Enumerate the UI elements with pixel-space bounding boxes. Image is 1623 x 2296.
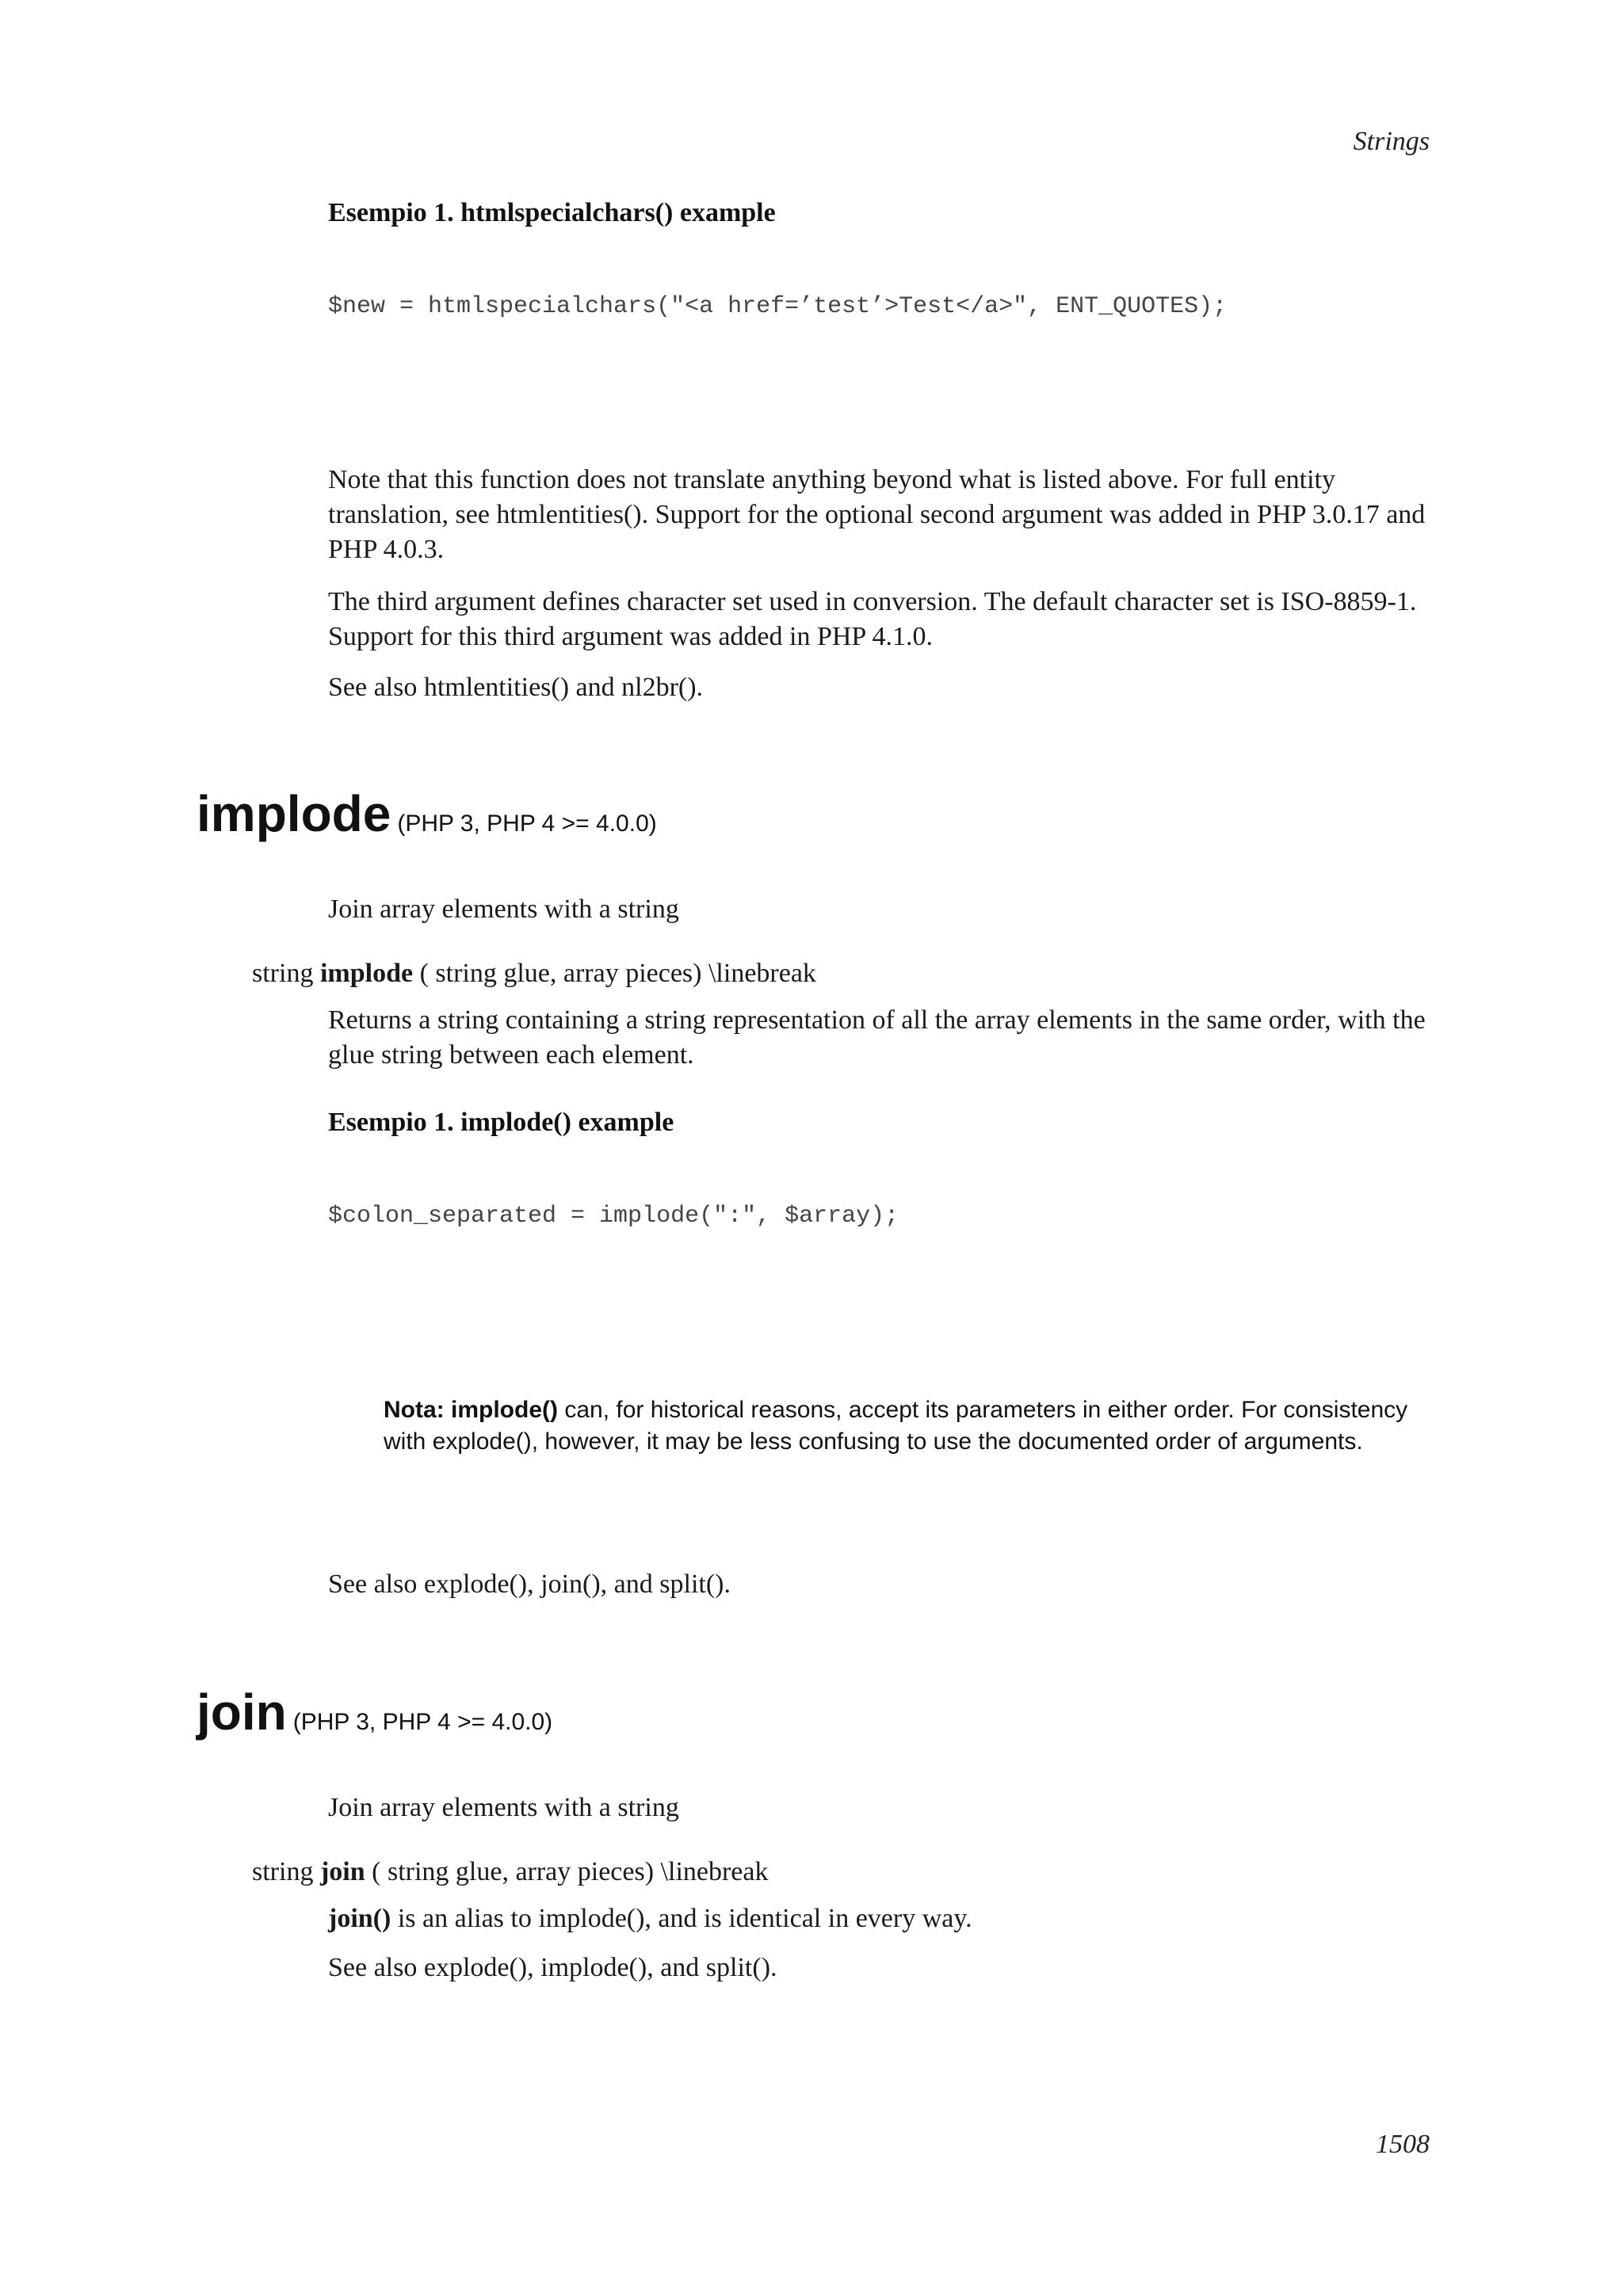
join-purpose: Join array elements with a string: [328, 1793, 679, 1822]
join-heading-name: join: [197, 1684, 287, 1741]
note-text: can, for historical reasons, accept its parameters in either order. For consistency with explode(), however, it may be less confusing to use the documented order of arguments.: [384, 1397, 1408, 1455]
htmlspecialchars-example-title: Esempio 1. htmlspecialchars() example: [328, 198, 776, 227]
join-return-type: string: [252, 1857, 314, 1886]
join-heading: [197, 1683, 552, 1741]
implode-example-title: Esempio 1. implode() example: [328, 1108, 674, 1137]
implode-version: (PHP 3, PHP 4 >= 4.0.0): [397, 810, 657, 837]
implode-synopsis-func: implode: [319, 959, 414, 988]
implode-synopsis: [252, 959, 816, 989]
htmlspecialchars-note-paragraph: Note that this function does not translate anything beyond what is listed above. For full entity translation, see htmlentities(). Support for the optional second argument was added in PHP 3.0.17 and PHP 4.0.3.: [328, 465, 1426, 564]
join-synopsis-params: ( string glue, array pieces) \linebreak: [372, 1857, 769, 1886]
htmlspecialchars-example-code: $new = htmlspecialchars("<a href=’test’>Test</a>", ENT_QUOTES);: [328, 293, 1228, 320]
note-label: Nota:: [384, 1397, 445, 1423]
join-description-text: is an alias to implode(), and is identical in every way.: [397, 1904, 972, 1933]
implode-note: [384, 1394, 1438, 1458]
htmlspecialchars-charset-paragraph: The third argument defines character set used in conversion. The default character set is ISO-8859-1. Support for this third argument was added in PHP 4.1.0.: [328, 587, 1417, 651]
implode-see-also: See also explode(), join(), and split().: [328, 1569, 731, 1599]
join-description: [328, 1901, 1438, 1936]
join-description-func: join(): [328, 1904, 391, 1933]
implode-purpose: Join array elements with a string: [328, 894, 679, 924]
implode-synopsis-params: ( string glue, array pieces) \linebreak: [419, 959, 816, 988]
implode-heading-name: implode: [197, 785, 391, 842]
implode-example-code: $colon_separated = implode(":", $array);: [328, 1203, 899, 1230]
join-see-also: See also explode(), implode(), and split().: [328, 1953, 777, 1982]
join-version: (PHP 3, PHP 4 >= 4.0.0): [292, 1709, 553, 1735]
htmlspecialchars-see-also: See also htmlentities() and nl2br().: [328, 673, 704, 702]
page-number: 1508: [1376, 2130, 1430, 2159]
running-header-title: Strings: [1353, 127, 1430, 156]
join-synopsis: [252, 1857, 768, 1887]
note-func: implode(): [451, 1397, 558, 1423]
implode-heading: [197, 784, 657, 843]
implode-return-type: string: [252, 959, 314, 988]
implode-description: Returns a string containing a string representation of all the array elements in the same order, with the glue string between each element.: [328, 1005, 1426, 1070]
join-synopsis-func: join: [319, 1857, 365, 1886]
